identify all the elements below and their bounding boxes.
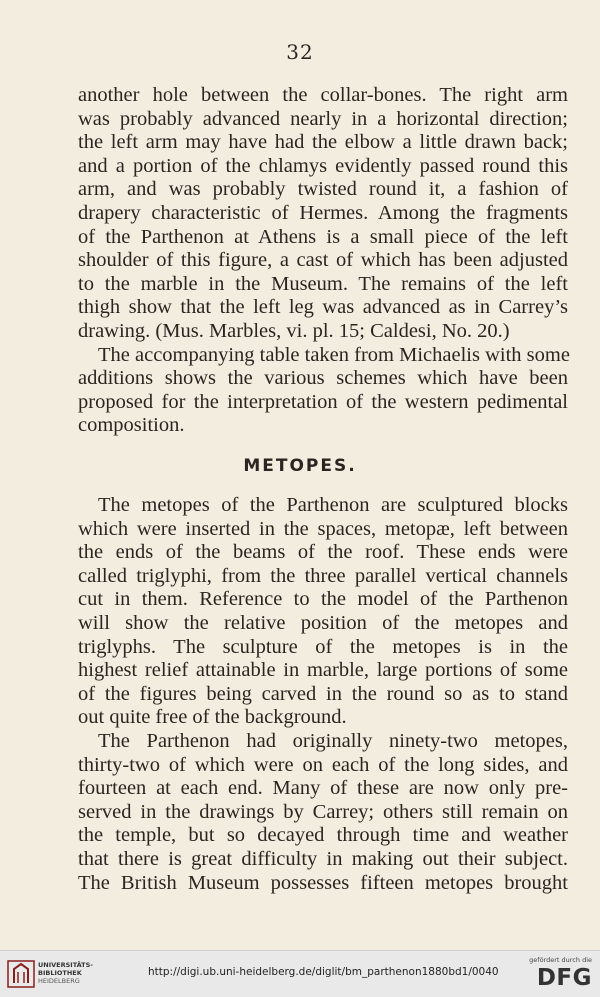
text-line: out quite free of the background.	[78, 706, 347, 729]
text-line: additions shows the various schemes which have been	[78, 367, 568, 390]
university-logo-icon	[6, 959, 36, 989]
footer-bar	[0, 950, 600, 997]
section-heading: METOPES.	[243, 456, 357, 476]
text-line: thirty-two of which were on each of the long sides, and	[78, 753, 568, 776]
text-block-upper	[78, 84, 568, 438]
text-line: shoulder of this figure, a cast of which has been adjusted	[78, 249, 568, 272]
text-line: composition.	[78, 414, 185, 437]
text-line: The Parthenon had originally ninety-two metopes,	[98, 729, 568, 752]
text-line: drawing. (Mus. Marbles, vi. pl. 15; Caldesi, No. 20.)	[78, 319, 510, 342]
text-line: which were inserted in the spaces, metopæ, left between	[78, 517, 568, 540]
text-line: was probably advanced nearly in a horizontal direction;	[78, 107, 568, 130]
text-line: the left arm may have had the elbow a little drawn back;	[78, 131, 568, 154]
page-number: 32	[286, 40, 314, 64]
text-line: of the Parthenon at Athens is a small piece of the left	[78, 225, 568, 248]
text-line: the ends of the beams of the roof. These ends were	[78, 541, 568, 564]
text-line: of the figures being carved in the round so as to stand	[78, 682, 568, 705]
text-line: served in the drawings by Carrey; others still remain on	[78, 800, 568, 823]
institution-line-2: BIBLIOTHEK	[38, 969, 82, 977]
text-line: called triglyphi, from the three parallel vertical channels	[78, 564, 568, 587]
text-line: another hole between the collar-bones. The right arm	[78, 84, 568, 106]
text-line: highest relief attainable in marble, large portions of some	[78, 659, 568, 682]
text-block-lower	[78, 494, 568, 895]
funder-label: gefördert durch die	[529, 956, 592, 964]
dfg-logo: DFG	[536, 965, 592, 991]
text-line: that there is great difficulty in making out their subject.	[78, 847, 568, 870]
text-line: to the marble in the Museum. The remains of the left	[78, 272, 568, 295]
text-line: drapery characteristic of Hermes. Among the fragments	[78, 201, 568, 224]
institution-line-1: UNIVERSITÄTS-	[38, 961, 93, 969]
text-line: thigh show that the left leg was advanced as in Carrey’s	[78, 296, 568, 319]
permalink-url[interactable]: http://digi.ub.uni-heidelberg.de/diglit/bm_parthenon1880bd1/0040	[148, 966, 499, 978]
text-line: and a portion of the chlamys evidently passed round this	[78, 154, 568, 177]
text-line: triglyphs. The sculpture of the metopes is in the	[78, 635, 568, 658]
text-line: The accompanying table taken from Michaelis with some	[98, 343, 570, 366]
text-line: proposed for the interpretation of the western pedimental	[78, 390, 568, 413]
institution-city: HEIDELBERG	[38, 977, 80, 985]
text-line: will show the relative position of the metopes and	[78, 611, 568, 634]
text-line: arm, and was probably twisted round it, a fashion of	[78, 178, 568, 201]
text-line: the temple, but so decayed through time and weather	[78, 824, 568, 847]
text-line: fourteen at each end. Many of these are now only pre-	[78, 777, 568, 800]
text-line: The British Museum possesses fifteen metopes brought	[78, 871, 568, 894]
text-line: The metopes of the Parthenon are sculptured blocks	[98, 494, 568, 516]
text-line: cut in them. Reference to the model of the Parthenon	[78, 588, 568, 611]
institution-name	[38, 961, 93, 985]
